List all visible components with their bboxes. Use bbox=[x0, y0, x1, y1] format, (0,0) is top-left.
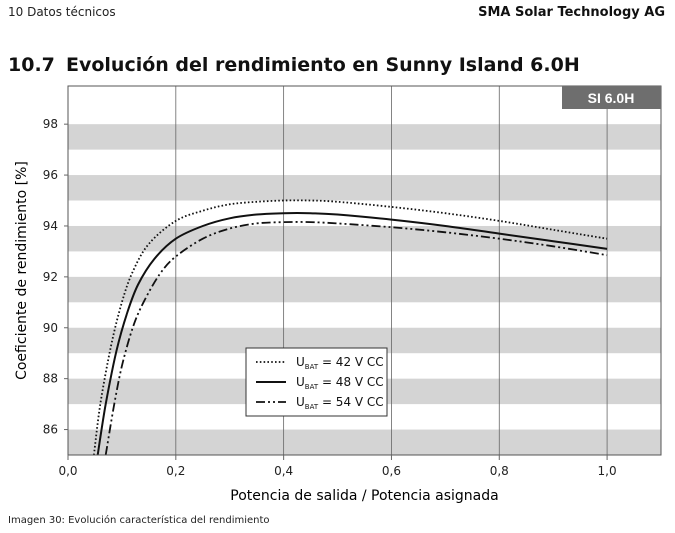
y-tick-label: 98 bbox=[42, 117, 58, 132]
chart-band bbox=[68, 226, 661, 251]
y-tick-label: 92 bbox=[42, 269, 58, 284]
x-tick-label: 1,0 bbox=[597, 464, 617, 478]
y-tick-label: 90 bbox=[42, 320, 58, 335]
y-tick-label: 94 bbox=[42, 218, 58, 233]
x-tick-label: 0,2 bbox=[166, 464, 186, 478]
x-tick-label: 0,4 bbox=[274, 464, 294, 478]
chart-legend bbox=[246, 348, 387, 416]
x-tick-label: 0,0 bbox=[58, 464, 78, 478]
chart-band bbox=[68, 277, 661, 302]
chart-band bbox=[68, 430, 661, 455]
chart-band bbox=[68, 124, 661, 149]
chapter-header: 10 Datos técnicos bbox=[8, 5, 116, 19]
y-tick-label: 96 bbox=[42, 168, 58, 183]
y-axis-label: Coeficiente de rendimiento [%] bbox=[14, 161, 30, 380]
x-tick-label: 0,6 bbox=[381, 464, 402, 478]
y-tick-label: 86 bbox=[42, 422, 58, 437]
legend-label-3: $U_{BAT} = 54$ V CC bbox=[296, 395, 384, 411]
company-name: SMA Solar Technology AG bbox=[478, 5, 665, 20]
legend-label-1: $U_{BAT} = 42$ V CC bbox=[296, 355, 384, 371]
figure-caption: Imagen 30: Evolución característica del rendimiento bbox=[8, 515, 270, 526]
section-number: 10.7 bbox=[8, 54, 55, 76]
model-badge-label: SI 6.0H bbox=[587, 90, 635, 106]
x-tick-label: 0,8 bbox=[489, 464, 509, 478]
y-tick-label: 88 bbox=[42, 371, 58, 386]
model-badge bbox=[562, 86, 661, 109]
legend-label-2: $U_{BAT} = 48$ V CC bbox=[296, 375, 384, 391]
x-axis-label: Potencia de salida / Potencia asignada bbox=[230, 488, 499, 504]
section-title: Evolución del rendimiento en Sunny Island 6.0H bbox=[66, 54, 580, 76]
chart-band bbox=[68, 175, 661, 200]
